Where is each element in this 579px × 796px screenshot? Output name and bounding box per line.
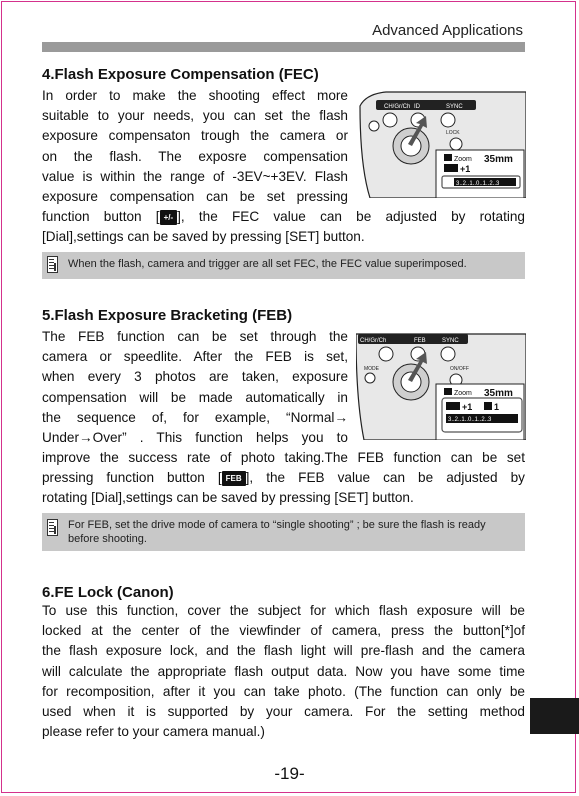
fec-value: +1	[462, 402, 473, 412]
note-icon	[47, 519, 58, 536]
text-line: locked at the center of the viewfinder of camera, press the button[*]of	[42, 623, 525, 639]
feb-paragraph-full	[42, 448, 525, 488]
text-line: Under→Over” . This function helps you to	[42, 430, 348, 446]
text-line: camera or speedlite. After the FEB is set,	[42, 349, 348, 365]
text-line: on the flash. The exposre compensation	[42, 148, 348, 164]
feb-paragraph-narrow	[42, 327, 348, 448]
text-line: the flash exposure lock, and the flash light will pre-flash and the camera	[42, 643, 525, 659]
page-number: -19-	[274, 764, 305, 783]
text-line: exposure compensation can be set pressing	[42, 189, 348, 205]
fe-lock-heading: 6.FE Lock (Canon)	[42, 584, 174, 601]
feb-note	[42, 513, 525, 551]
focal-length: 35mm	[484, 388, 513, 399]
fec-note-text: When the flash, camera and trigger are all set FEC, the FEC value superimposed.	[68, 258, 467, 270]
zoom-label: Zoom	[454, 156, 472, 163]
feb-note-text: For FEB, set the drive mode of camera to “single shooting” ; be sure the flash is ready before shooting.	[68, 519, 486, 545]
text-line: rotating [Dial],settings can be saved by pressing [SET] button.	[42, 490, 414, 505]
text-line: when every 3 photos are taken, exposure	[42, 369, 348, 385]
header-divider-bar	[42, 42, 525, 52]
text-line: please refer to your camera manual.)	[42, 724, 265, 739]
fe-lock-paragraph	[42, 601, 525, 722]
text-line: function button [ +/- ], the FEC value can be adjusted by rotating	[42, 209, 525, 224]
section-title: Advanced Applications	[372, 22, 523, 39]
button-label: SYNC	[446, 104, 463, 110]
fe-lock-paragraph-last	[42, 722, 525, 742]
feb-button-icon: FEB	[222, 471, 246, 486]
fec-heading: 4.Flash Exposure Compensation (FEC)	[42, 66, 319, 83]
ev-scale: 3..2..1..0..1..2..3	[448, 417, 492, 423]
text-line: the sequence of, for example, “Normal→	[42, 409, 348, 425]
button-label: CH/Gr/Ch	[360, 338, 387, 344]
text-line: exposure compensaton trough the camera or	[42, 128, 348, 144]
fec-note	[42, 252, 525, 279]
feb-paragraph-last	[42, 488, 525, 508]
feb-heading: 5.Flash Exposure Bracketing (FEB)	[42, 307, 293, 324]
button-label: SYNC	[442, 338, 459, 344]
fec-paragraph-full	[42, 207, 525, 227]
fec-camera-back-illustration	[356, 86, 526, 198]
fec-paragraph-last	[42, 227, 525, 247]
text-line: pressing function button [ FEB ], the FEB value can be adjusted by	[42, 470, 525, 486]
note-icon	[47, 256, 58, 273]
plus-minus-button-icon: +/-	[160, 210, 178, 225]
text-line: improve the success rate of photo taking.The FEB function can be set	[42, 450, 525, 465]
fec-value: +1	[460, 164, 471, 174]
zoom-label: Zoom	[454, 390, 472, 397]
chapter-tab	[530, 698, 579, 734]
feb-value: 1	[494, 402, 500, 412]
button-label: ID	[414, 104, 420, 110]
text-line: The FEB function can be set through the	[42, 329, 348, 344]
feb-camera-back-illustration	[356, 330, 526, 440]
button-label: FEB	[414, 338, 426, 344]
text-line: for recomposition, after it you can take photo. (The function can only be	[42, 683, 525, 699]
text-line: To use this function, cover the subject for which flash exposure will be	[42, 603, 525, 618]
focal-length: 35mm	[484, 154, 513, 165]
text-line: value is within the range of -3EV~+3EV. Flash	[42, 168, 348, 184]
text-line: used when it is supported by your camera. For the setting method	[42, 704, 525, 720]
fec-paragraph-narrow	[42, 86, 348, 207]
text-line: will calculate the appropriate flash output data. Now you have some time	[42, 663, 525, 679]
text-line: compensation will be made automatically in	[42, 389, 348, 405]
text-line: suitable to your needs, you can set the flash	[42, 108, 348, 124]
text-line: [Dial],settings can be saved by pressing [SET] button.	[42, 229, 365, 244]
lock-label: LOCK	[446, 130, 460, 136]
mode-label: MODE	[364, 366, 379, 372]
ev-scale: 3..2..1..0..1..2..3	[456, 181, 500, 187]
onoff-label: ON/OFF	[450, 366, 469, 372]
button-label: CH/Gr/Ch	[384, 104, 411, 110]
text-line: In order to make the shooting effect more	[42, 88, 348, 103]
